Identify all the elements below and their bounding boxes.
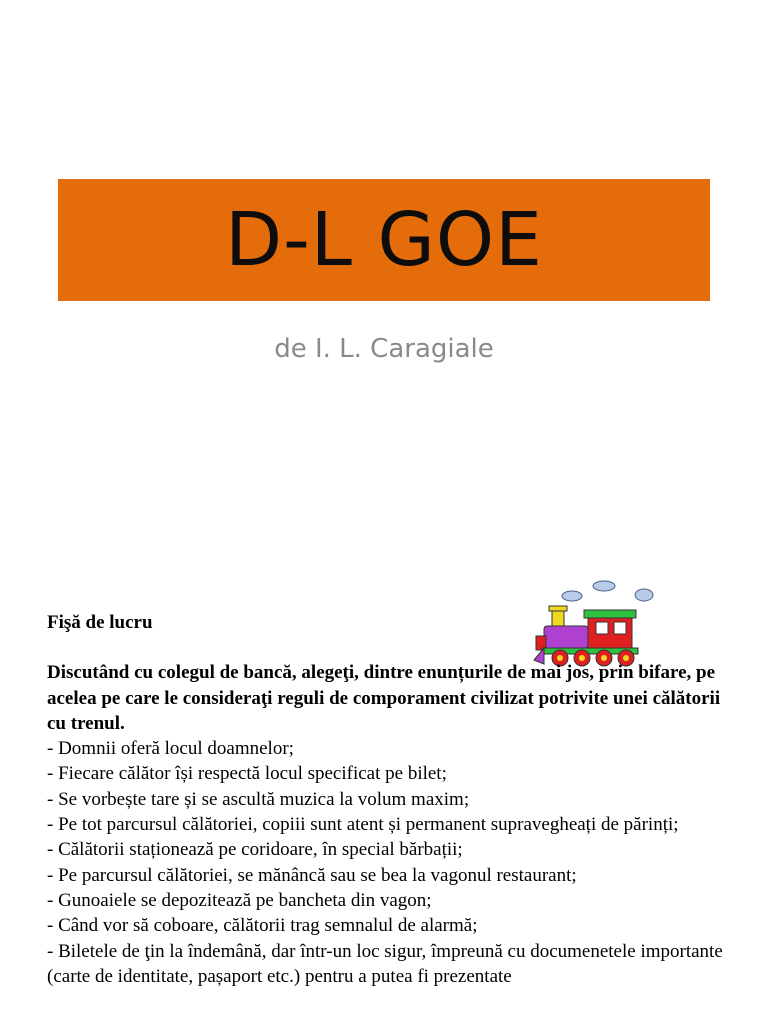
list-item: - Fiecare călător își respectă locul specificat pe bilet; [47,763,447,785]
rules-list [47,736,737,989]
list-item: - Când vor să coboare, călătorii trag semnalul de alarmă; [47,915,478,937]
list-item: - Pe tot parcursul călătoriei, copiii sunt atent și permanent supravegheați de părinți; [47,814,679,836]
list-item: - Biletele de ţin la îndemână, dar într-un loc sigur, împreună cu documenetele importante (carte de identitate, pașaport etc.) pentru a putea fi prezentate [47,940,723,987]
worksheet-instructions: Discutând cu colegul de bancă, alegeţi, dintre enunțurile de mai jos, prin bifare, pe acelea pe care le consideraţi reguli de comporament civilizat potrivite unei călătorii cu trenul. [47,662,721,734]
list-item: - Pe parcursul călătoriei, se mănâncă sau se bea la vagonul restaurant; [47,864,577,886]
slide-subtitle: de I. L. Caragiale [274,334,494,364]
list-item: - Se vorbește tare și se ascultă muzica la volum maxim; [47,788,470,810]
worksheet-heading: Fişă de lucru [47,612,153,633]
list-item: - Domnii oferă locul doamnelor; [47,738,294,760]
worksheet [47,610,737,989]
list-item: - Gunoaiele se depozitează pe bancheta din vagon; [47,889,432,911]
slide-title: D-L GOE [225,197,543,283]
title-banner [58,179,710,301]
list-item: - Călătorii staționează pe coridoare, în special bărbații; [47,839,463,861]
